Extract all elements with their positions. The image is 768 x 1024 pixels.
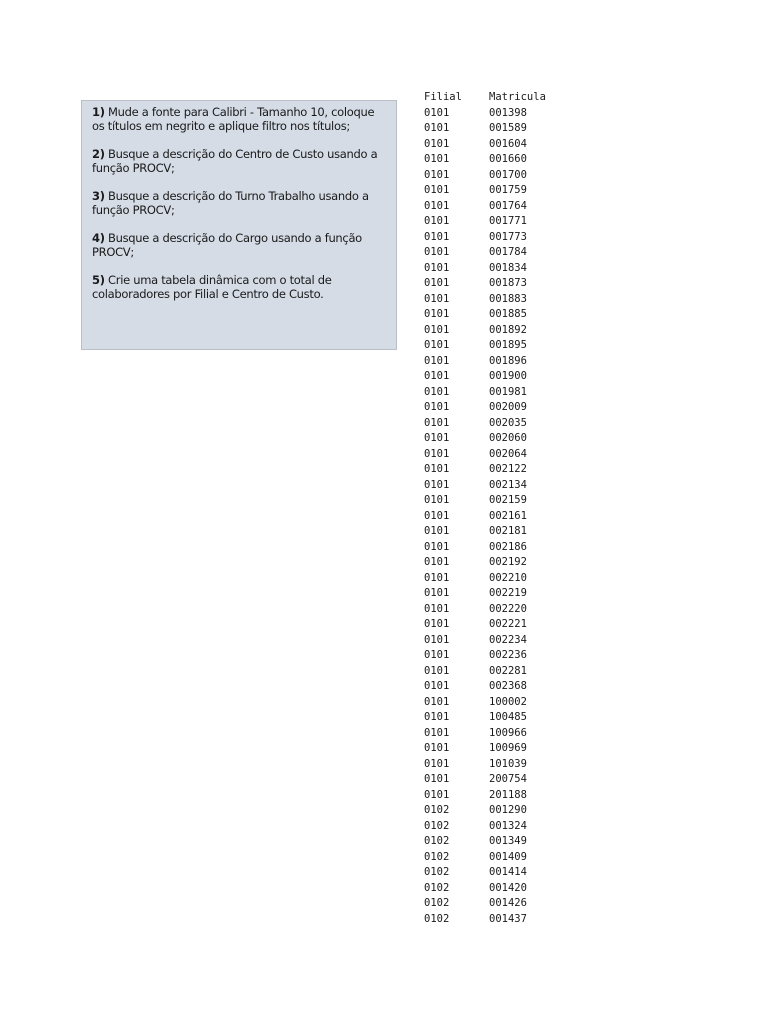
table-row xyxy=(424,757,579,773)
header-matricula: Matricula xyxy=(489,91,546,103)
table-row xyxy=(424,261,579,277)
cell-matricula: 001764 xyxy=(489,199,527,212)
cell-matricula: 001437 xyxy=(489,912,527,925)
table-row xyxy=(424,183,579,199)
cell-filial: 0101 xyxy=(424,525,450,537)
cell-matricula: 002064 xyxy=(489,447,527,460)
cell-filial: 0101 xyxy=(424,137,450,150)
cell-filial: 0101 xyxy=(424,571,450,584)
cell-filial: 0101 xyxy=(424,494,450,506)
table-row xyxy=(424,400,579,416)
cell-filial: 0101 xyxy=(424,354,450,367)
cell-filial: 0101 xyxy=(424,184,450,196)
cell-matricula: 100966 xyxy=(489,726,527,739)
cell-matricula: 001324 xyxy=(489,819,527,832)
cell-filial: 0101 xyxy=(424,540,450,553)
cell-matricula: 001414 xyxy=(489,866,527,878)
table-row xyxy=(424,912,579,928)
table-row xyxy=(424,416,579,432)
table-row xyxy=(424,803,579,819)
cell-filial: 0101 xyxy=(424,416,450,429)
step-text: Busque a descrição do Turno Trabalho usando a função PROCV; xyxy=(92,189,369,217)
cell-matricula: 001981 xyxy=(489,385,527,398)
cell-matricula: 001398 xyxy=(489,106,527,119)
cell-filial: 0101 xyxy=(424,773,450,785)
cell-matricula: 002181 xyxy=(489,525,527,537)
cell-filial: 0101 xyxy=(424,463,450,475)
cell-filial: 0102 xyxy=(424,850,450,863)
cell-matricula: 002009 xyxy=(489,401,527,413)
cell-matricula: 001759 xyxy=(489,184,527,196)
cell-matricula: 002281 xyxy=(489,664,527,677)
cell-matricula: 100485 xyxy=(489,711,527,723)
cell-filial: 0102 xyxy=(424,819,450,832)
table-row xyxy=(424,354,579,370)
cell-filial: 0101 xyxy=(424,385,450,398)
cell-filial: 0101 xyxy=(424,680,450,692)
cell-filial: 0101 xyxy=(424,602,450,615)
table-row xyxy=(424,679,579,695)
table-row xyxy=(424,555,579,571)
step-number: 1) xyxy=(92,105,105,119)
cell-filial: 0102 xyxy=(424,866,450,878)
cell-filial: 0101 xyxy=(424,695,450,708)
cell-filial: 0101 xyxy=(424,509,450,522)
step-text: Busque a descrição do Cargo usando a função PROCV; xyxy=(92,231,362,259)
step-number: 4) xyxy=(92,231,105,245)
cell-matricula: 002234 xyxy=(489,633,527,646)
step-text: Crie uma tabela dinâmica com o total de colaboradores por Filial e Centro de Custo. xyxy=(92,273,332,301)
cell-matricula: 001290 xyxy=(489,804,527,816)
table-row xyxy=(424,369,579,385)
cell-matricula: 002134 xyxy=(489,478,527,491)
cell-filial: 0101 xyxy=(424,618,450,630)
cell-matricula: 002192 xyxy=(489,556,527,568)
cell-matricula: 001409 xyxy=(489,850,527,863)
table-row xyxy=(424,509,579,525)
cell-filial: 0101 xyxy=(424,230,450,243)
cell-filial: 0101 xyxy=(424,308,450,320)
cell-filial: 0101 xyxy=(424,122,450,134)
table-row xyxy=(424,602,579,618)
instruction-step-2 xyxy=(92,147,386,175)
instruction-step-5 xyxy=(92,273,386,301)
cell-matricula: 002368 xyxy=(489,680,527,692)
cell-matricula: 100002 xyxy=(489,695,527,708)
employee-table xyxy=(424,90,579,927)
cell-filial: 0101 xyxy=(424,664,450,677)
table-row xyxy=(424,493,579,509)
cell-matricula: 001589 xyxy=(489,122,527,134)
table-row xyxy=(424,726,579,742)
instruction-step-4 xyxy=(92,231,386,259)
table-row xyxy=(424,819,579,835)
cell-matricula: 001784 xyxy=(489,246,527,258)
cell-matricula: 002122 xyxy=(489,463,527,475)
step-text: Mude a fonte para Calibri - Tamanho 10, coloque os títulos em negrito e aplique filtro nos títulos; xyxy=(92,105,375,133)
table-row xyxy=(424,152,579,168)
table-row xyxy=(424,106,579,122)
table-row xyxy=(424,323,579,339)
table-row xyxy=(424,881,579,897)
table-row xyxy=(424,834,579,850)
table-row xyxy=(424,540,579,556)
table-row xyxy=(424,695,579,711)
header-filial: Filial xyxy=(424,91,462,103)
cell-filial: 0101 xyxy=(424,339,450,351)
cell-matricula: 001660 xyxy=(489,153,527,165)
table-row xyxy=(424,850,579,866)
step-number: 3) xyxy=(92,189,105,203)
cell-filial: 0101 xyxy=(424,633,450,646)
step-number: 5) xyxy=(92,273,105,287)
cell-matricula: 001900 xyxy=(489,370,527,382)
cell-filial: 0101 xyxy=(424,556,450,568)
cell-matricula: 002161 xyxy=(489,509,527,522)
cell-filial: 0101 xyxy=(424,649,450,661)
cell-filial: 0102 xyxy=(424,804,450,816)
table-row xyxy=(424,896,579,912)
table-row xyxy=(424,648,579,664)
cell-filial: 0101 xyxy=(424,478,450,491)
table-row xyxy=(424,230,579,246)
cell-filial: 0101 xyxy=(424,432,450,444)
table-row xyxy=(424,307,579,323)
cell-matricula: 002219 xyxy=(489,587,527,599)
table-row xyxy=(424,571,579,587)
cell-matricula: 001773 xyxy=(489,230,527,243)
table-row xyxy=(424,447,579,463)
cell-filial: 0101 xyxy=(424,106,450,119)
table-row xyxy=(424,741,579,757)
table-row xyxy=(424,214,579,230)
cell-matricula: 001873 xyxy=(489,277,527,289)
table-row xyxy=(424,586,579,602)
cell-filial: 0101 xyxy=(424,742,450,754)
step-text: Busque a descrição do Centro de Custo usando a função PROCV; xyxy=(92,147,378,175)
cell-filial: 0101 xyxy=(424,246,450,258)
cell-filial: 0101 xyxy=(424,401,450,413)
table-row xyxy=(424,199,579,215)
table-row xyxy=(424,121,579,137)
table-row xyxy=(424,245,579,261)
table-row xyxy=(424,385,579,401)
cell-filial: 0101 xyxy=(424,587,450,599)
cell-matricula: 002186 xyxy=(489,540,527,553)
table-row xyxy=(424,633,579,649)
cell-filial: 0101 xyxy=(424,757,450,770)
cell-matricula: 001896 xyxy=(489,354,527,367)
table-row xyxy=(424,524,579,540)
cell-filial: 0101 xyxy=(424,199,450,212)
table-row xyxy=(424,788,579,804)
cell-filial: 0101 xyxy=(424,168,450,181)
cell-matricula: 002221 xyxy=(489,618,527,630)
instruction-step-1 xyxy=(92,105,386,133)
table-row xyxy=(424,276,579,292)
cell-matricula: 001771 xyxy=(489,215,527,227)
table-row xyxy=(424,292,579,308)
cell-matricula: 001883 xyxy=(489,292,527,305)
cell-matricula: 001604 xyxy=(489,137,527,150)
cell-matricula: 001420 xyxy=(489,881,527,894)
cell-filial: 0101 xyxy=(424,447,450,460)
cell-matricula: 001892 xyxy=(489,323,527,336)
table-row xyxy=(424,431,579,447)
table-row xyxy=(424,710,579,726)
cell-matricula: 200754 xyxy=(489,773,527,785)
instruction-step-3 xyxy=(92,189,386,217)
table-row xyxy=(424,865,579,881)
cell-filial: 0102 xyxy=(424,912,450,925)
cell-matricula: 101039 xyxy=(489,757,527,770)
table-row xyxy=(424,168,579,184)
cell-matricula: 001895 xyxy=(489,339,527,351)
cell-filial: 0101 xyxy=(424,323,450,336)
instructions-box xyxy=(81,100,397,350)
cell-filial: 0101 xyxy=(424,370,450,382)
cell-matricula: 002236 xyxy=(489,649,527,661)
cell-matricula: 002035 xyxy=(489,416,527,429)
cell-matricula: 002060 xyxy=(489,432,527,444)
cell-filial: 0102 xyxy=(424,897,450,909)
table-row xyxy=(424,462,579,478)
cell-filial: 0101 xyxy=(424,261,450,274)
table-header-row xyxy=(424,90,579,106)
table-row xyxy=(424,137,579,153)
cell-matricula: 100969 xyxy=(489,742,527,754)
table-row xyxy=(424,478,579,494)
cell-matricula: 001426 xyxy=(489,897,527,909)
table-row xyxy=(424,772,579,788)
table-row xyxy=(424,617,579,633)
cell-filial: 0101 xyxy=(424,292,450,305)
cell-filial: 0101 xyxy=(424,215,450,227)
cell-matricula: 002210 xyxy=(489,571,527,584)
cell-filial: 0101 xyxy=(424,277,450,289)
cell-filial: 0101 xyxy=(424,153,450,165)
cell-matricula: 001834 xyxy=(489,261,527,274)
cell-matricula: 001885 xyxy=(489,308,527,320)
step-number: 2) xyxy=(92,147,105,161)
table-row xyxy=(424,664,579,680)
cell-filial: 0101 xyxy=(424,788,450,801)
table-row xyxy=(424,338,579,354)
cell-filial: 0101 xyxy=(424,711,450,723)
cell-matricula: 001349 xyxy=(489,835,527,847)
cell-matricula: 201188 xyxy=(489,788,527,801)
cell-matricula: 002159 xyxy=(489,494,527,506)
cell-filial: 0102 xyxy=(424,835,450,847)
cell-filial: 0102 xyxy=(424,881,450,894)
cell-matricula: 001700 xyxy=(489,168,527,181)
cell-filial: 0101 xyxy=(424,726,450,739)
cell-matricula: 002220 xyxy=(489,602,527,615)
